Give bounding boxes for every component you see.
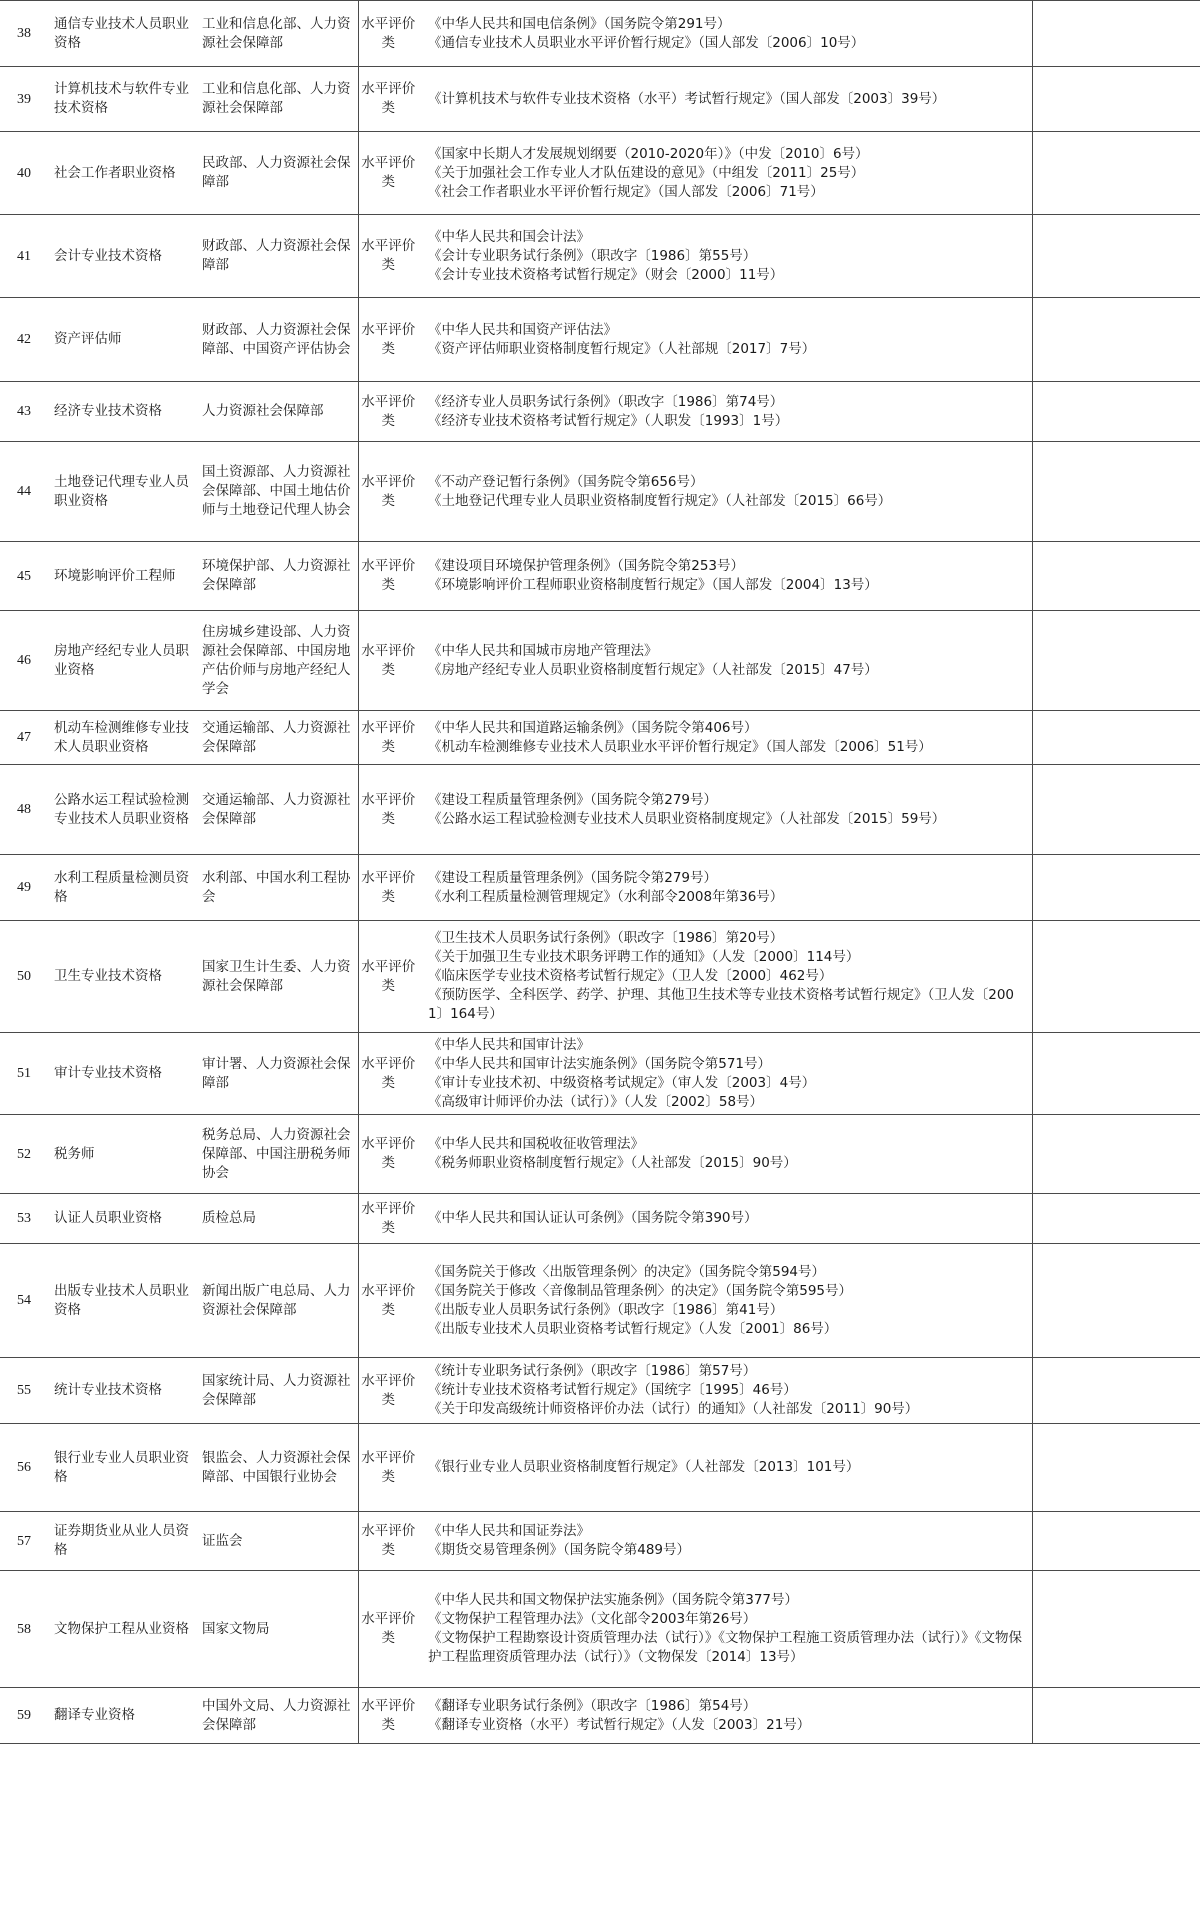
remarks [1032,765,1200,855]
legal-basis-item: 《审计专业技术初、中级资格考试规定》（审人发〔2003〕4号） [428,1074,816,1091]
qualification-name: 银行业专业人员职业资格 [48,1424,196,1512]
qualification-name: 社会工作者职业资格 [48,132,196,215]
implementing-department: 交通运输部、人力资源社会保障部 [196,711,358,765]
legal-basis [418,215,1032,298]
remarks [1032,1571,1200,1688]
qualification-type: 水平评价类 [358,855,418,921]
table-row [0,132,1200,215]
legal-basis-item: 《房地产经纪专业人员职业资格制度暂行规定》（人社部发〔2015〕47号） [428,661,878,678]
remarks [1032,855,1200,921]
legal-basis-item: 《公路水运工程试验检测专业技术人员职业资格制度规定》（人社部发〔2015〕59号） [428,810,946,827]
qualification-name: 公路水运工程试验检测专业技术人员职业资格 [48,765,196,855]
qualification-name: 出版专业技术人员职业资格 [48,1244,196,1358]
legal-basis-item: 《期货交易管理条例》（国务院令第489号） [428,1542,691,1558]
legal-basis-item: 《卫生技术人员职务试行条例》（职改字〔1986〕第20号） [428,930,784,946]
table-row [0,1512,1200,1571]
qualification-name: 机动车检测维修专业技术人员职业资格 [48,711,196,765]
legal-basis-item: 《会计专业职务试行条例》（职改字〔1986〕第55号） [428,247,757,264]
legal-basis-item: 《通信专业技术人员职业水平评价暂行规定》（国人部发〔2006〕10号） [428,34,865,51]
row-number: 40 [0,132,48,215]
legal-basis-item: 《银行业专业人员职业资格制度暂行规定》（人社部发〔2013〕101号） [428,1459,860,1475]
table-row [0,1688,1200,1744]
table-row [0,1244,1200,1358]
qualification-name: 环境影响评价工程师 [48,542,196,611]
legal-basis-item: 《预防医学、全科医学、药学、护理、其他卫生技术等专业技术资格考试暂行规定》（卫人发〔2001〕164号） [428,987,1015,1022]
legal-basis-item: 《环境影响评价工程师职业资格制度暂行规定》（国人部发〔2004〕13号） [428,577,878,593]
remarks [1032,132,1200,215]
remarks [1032,67,1200,132]
legal-basis-item: 《经济专业人员职务试行条例》（职改字〔1986〕第74号） [428,393,784,410]
remarks [1032,215,1200,298]
legal-basis-item: 《翻译专业资格（水平）考试暂行规定》（人发〔2003〕21号） [428,1716,811,1733]
implementing-department: 水利部、中国水利工程协会 [196,855,358,921]
row-number: 56 [0,1424,48,1512]
legal-basis-item: 《国家中长期人才发展规划纲要（2010-2020年）》（中发〔2010〕6号） [428,145,869,162]
row-number: 39 [0,67,48,132]
row-number: 52 [0,1115,48,1194]
legal-basis-item: 《中华人民共和国审计法实施条例》（国务院令第571号） [428,1055,772,1072]
remarks [1032,1358,1200,1424]
table-row [0,1571,1200,1688]
qualification-name: 会计专业技术资格 [48,215,196,298]
row-number: 49 [0,855,48,921]
legal-basis [418,1358,1032,1424]
row-number: 41 [0,215,48,298]
row-number: 50 [0,921,48,1033]
legal-basis-item: 《中华人民共和国城市房地产管理法》 [428,642,658,659]
row-number: 42 [0,298,48,382]
legal-basis-item: 《会计专业技术资格考试暂行规定》（财会〔2000〕11号） [428,266,784,283]
legal-basis [418,921,1032,1033]
implementing-department: 质检总局 [196,1194,358,1244]
implementing-department: 证监会 [196,1512,358,1571]
remarks [1032,1,1200,67]
qualification-name: 土地登记代理专业人员职业资格 [48,442,196,542]
remarks [1032,1512,1200,1571]
row-number: 53 [0,1194,48,1244]
legal-basis-item: 《高级审计师评价办法（试行）》（人发〔2002〕58号） [428,1093,764,1110]
table-row [0,1033,1200,1115]
qualification-name: 房地产经纪专业人员职业资格 [48,611,196,711]
legal-basis [418,1,1032,67]
qualification-type: 水平评价类 [358,1194,418,1244]
qualification-name: 资产评估师 [48,298,196,382]
remarks [1032,921,1200,1033]
implementing-department: 环境保护部、人力资源社会保障部 [196,542,358,611]
table-row [0,1,1200,67]
remarks [1032,1033,1200,1115]
implementing-department: 民政部、人力资源社会保障部 [196,132,358,215]
legal-basis [418,765,1032,855]
remarks [1032,1424,1200,1512]
legal-basis-item: 《出版专业人员职务试行条例》（职改字〔1986〕第41号） [428,1301,784,1318]
implementing-department: 工业和信息化部、人力资源社会保障部 [196,67,358,132]
legal-basis [418,67,1032,132]
implementing-department: 国家文物局 [196,1571,358,1688]
table-row [0,711,1200,765]
legal-basis-item: 《经济专业技术资格考试暂行规定》（人职发〔1993〕1号） [428,412,789,429]
qualification-name: 认证人员职业资格 [48,1194,196,1244]
legal-basis-item: 《中华人民共和国文物保护法实施条例》（国务院令第377号） [428,1592,799,1608]
remarks [1032,711,1200,765]
remarks [1032,1194,1200,1244]
remarks [1032,611,1200,711]
qualification-type: 水平评价类 [358,542,418,611]
row-number: 44 [0,442,48,542]
legal-basis-item: 《文物保护工程管理办法》（文化部令2003年第26号） [428,1611,757,1627]
qualification-type: 水平评价类 [358,1688,418,1744]
qualification-name: 计算机技术与软件专业技术资格 [48,67,196,132]
qualification-type: 水平评价类 [358,1033,418,1115]
table-row [0,1358,1200,1424]
legal-basis-item: 《机动车检测维修专业技术人员职业水平评价暂行规定》（国人部发〔2006〕51号） [428,738,932,755]
qualification-type: 水平评价类 [358,442,418,542]
qualification-type: 水平评价类 [358,921,418,1033]
implementing-department: 银监会、人力资源社会保障部、中国银行业协会 [196,1424,358,1512]
remarks [1032,382,1200,442]
qualification-type: 水平评价类 [358,711,418,765]
qualification-type: 水平评价类 [358,382,418,442]
qualification-name: 税务师 [48,1115,196,1194]
row-number: 55 [0,1358,48,1424]
row-number: 48 [0,765,48,855]
legal-basis-item: 《建设工程质量管理条例》（国务院令第279号） [428,869,718,886]
legal-basis-item: 《中华人民共和国电信条例》（国务院令第291号） [428,15,731,32]
legal-basis [418,1033,1032,1115]
row-number: 54 [0,1244,48,1358]
row-number: 57 [0,1512,48,1571]
legal-basis-item: 《统计专业职务试行条例》（职改字〔1986〕第57号） [428,1363,757,1379]
table-row [0,1115,1200,1194]
legal-basis-item: 《国务院关于修改〈音像制品管理条例〉的决定》（国务院令第595号） [428,1282,853,1299]
qualification-name: 水利工程质量检测员资格 [48,855,196,921]
legal-basis [418,382,1032,442]
legal-basis-item: 《建设项目环境保护管理条例》（国务院令第253号） [428,558,745,574]
qualification-type: 水平评价类 [358,1512,418,1571]
legal-basis-item: 《税务师职业资格制度暂行规定》（人社部发〔2015〕90号） [428,1155,797,1171]
legal-basis-item: 《出版专业技术人员职业资格考试暂行规定》（人发〔2001〕86号） [428,1320,838,1337]
implementing-department: 工业和信息化部、人力资源社会保障部 [196,1,358,67]
table-row [0,215,1200,298]
legal-basis-item: 《中华人民共和国认证认可条例》（国务院令第390号） [428,1210,758,1226]
legal-basis-item: 《不动产登记暂行条例》（国务院令第656号） [428,473,704,490]
legal-basis [418,1115,1032,1194]
table-row [0,611,1200,711]
legal-basis-item: 《资产评估师职业资格制度暂行规定》（人社部规〔2017〕7号） [428,340,816,357]
qualification-name: 文物保护工程从业资格 [48,1571,196,1688]
legal-basis [418,542,1032,611]
legal-basis-item: 《中华人民共和国审计法》 [428,1036,590,1053]
legal-basis [418,132,1032,215]
qualification-name: 经济专业技术资格 [48,382,196,442]
legal-basis-item: 《临床医学专业技术资格考试暂行规定》（卫人发〔2000〕462号） [428,968,833,984]
table-row [0,1194,1200,1244]
legal-basis [418,298,1032,382]
legal-basis-item: 《国务院关于修改〈出版管理条例〉的决定》（国务院令第594号） [428,1263,826,1280]
legal-basis [418,1688,1032,1744]
implementing-department: 国家卫生计生委、人力资源社会保障部 [196,921,358,1033]
qualification-name: 证券期货业从业人员资格 [48,1512,196,1571]
implementing-department: 住房城乡建设部、人力资源社会保障部、中国房地产估价师与房地产经纪人学会 [196,611,358,711]
qualification-type: 水平评价类 [358,298,418,382]
qualification-name: 通信专业技术人员职业资格 [48,1,196,67]
row-number: 38 [0,1,48,67]
row-number: 43 [0,382,48,442]
qualification-type: 水平评价类 [358,1358,418,1424]
legal-basis-item: 《中华人民共和国道路运输条例》（国务院令第406号） [428,719,758,736]
remarks [1032,1688,1200,1744]
legal-basis [418,611,1032,711]
row-number: 51 [0,1033,48,1115]
remarks [1032,442,1200,542]
legal-basis-item: 《关于加强社会工作专业人才队伍建设的意见》（中组发〔2011〕25号） [428,164,865,181]
legal-basis-item: 《翻译专业职务试行条例》（职改字〔1986〕第54号） [428,1697,757,1714]
implementing-department: 财政部、人力资源社会保障部、中国资产评估协会 [196,298,358,382]
legal-basis-item: 《水利工程质量检测管理规定》（水利部令2008年第36号） [428,888,784,905]
qualification-name: 审计专业技术资格 [48,1033,196,1115]
row-number: 58 [0,1571,48,1688]
legal-basis-item: 《中华人民共和国证券法》 [428,1523,590,1539]
implementing-department: 人力资源社会保障部 [196,382,358,442]
remarks [1032,1244,1200,1358]
legal-basis [418,1571,1032,1688]
table-row [0,921,1200,1033]
table-row [0,67,1200,132]
table-row [0,1424,1200,1512]
qualification-type: 水平评价类 [358,1,418,67]
implementing-department: 交通运输部、人力资源社会保障部 [196,765,358,855]
legal-basis-item: 《建设工程质量管理条例》（国务院令第279号） [428,791,718,808]
legal-basis [418,855,1032,921]
table-row [0,542,1200,611]
implementing-department: 国土资源部、人力资源社会保障部、中国土地估价师与土地登记代理人协会 [196,442,358,542]
legal-basis [418,442,1032,542]
qualification-type: 水平评价类 [358,1424,418,1512]
legal-basis-item: 《中华人民共和国资产评估法》 [428,321,617,338]
legal-basis-item: 《中华人民共和国会计法》 [428,228,590,245]
qualification-type: 水平评价类 [358,765,418,855]
remarks [1032,542,1200,611]
row-number: 47 [0,711,48,765]
legal-basis [418,711,1032,765]
table-row [0,442,1200,542]
legal-basis-item: 《统计专业技术资格考试暂行规定》（国统字〔1995〕46号） [428,1382,797,1398]
table-row [0,298,1200,382]
legal-basis-item: 《计算机技术与软件专业技术资格（水平）考试暂行规定》（国人部发〔2003〕39号） [428,90,946,107]
implementing-department: 审计署、人力资源社会保障部 [196,1033,358,1115]
legal-basis [418,1512,1032,1571]
qualification-name: 卫生专业技术资格 [48,921,196,1033]
qualification-type: 水平评价类 [358,1115,418,1194]
table-body [0,1,1200,1744]
qualification-type: 水平评价类 [358,215,418,298]
legal-basis-item: 《文物保护工程勘察设计资质管理办法（试行）》《文物保护工程施工资质管理办法（试行）》《文物保护工程监理资质管理办法（试行）》（文物保发〔2014〕13号） [428,1630,1022,1665]
legal-basis-item: 《中华人民共和国税收征收管理法》 [428,1136,644,1152]
qualification-name: 统计专业技术资格 [48,1358,196,1424]
legal-basis-item: 《土地登记代理专业人员职业资格制度暂行规定》（人社部发〔2015〕66号） [428,492,892,509]
legal-basis [418,1194,1032,1244]
row-number: 46 [0,611,48,711]
table-row [0,765,1200,855]
table-row [0,382,1200,442]
implementing-department: 中国外文局、人力资源社会保障部 [196,1688,358,1744]
implementing-department: 新闻出版广电总局、人力资源社会保障部 [196,1244,358,1358]
implementing-department: 税务总局、人力资源社会保障部、中国注册税务师协会 [196,1115,358,1194]
qualification-type: 水平评价类 [358,67,418,132]
legal-basis-item: 《社会工作者职业水平评价暂行规定》（国人部发〔2006〕71号） [428,183,824,200]
legal-basis-item: 《关于加强卫生专业技术职务评聘工作的通知》（人发〔2000〕114号） [428,949,860,965]
implementing-department: 财政部、人力资源社会保障部 [196,215,358,298]
remarks [1032,1115,1200,1194]
qualification-type: 水平评价类 [358,132,418,215]
row-number: 59 [0,1688,48,1744]
remarks [1032,298,1200,382]
qualification-name: 翻译专业资格 [48,1688,196,1744]
qualification-type: 水平评价类 [358,1244,418,1358]
implementing-department: 国家统计局、人力资源社会保障部 [196,1358,358,1424]
qualification-type: 水平评价类 [358,1571,418,1688]
legal-basis-item: 《关于印发高级统计师资格评价办法（试行）的通知》（人社部发〔2011〕90号） [428,1401,919,1417]
qualification-type: 水平评价类 [358,611,418,711]
row-number: 45 [0,542,48,611]
table-row [0,855,1200,921]
legal-basis [418,1424,1032,1512]
legal-basis [418,1244,1032,1358]
